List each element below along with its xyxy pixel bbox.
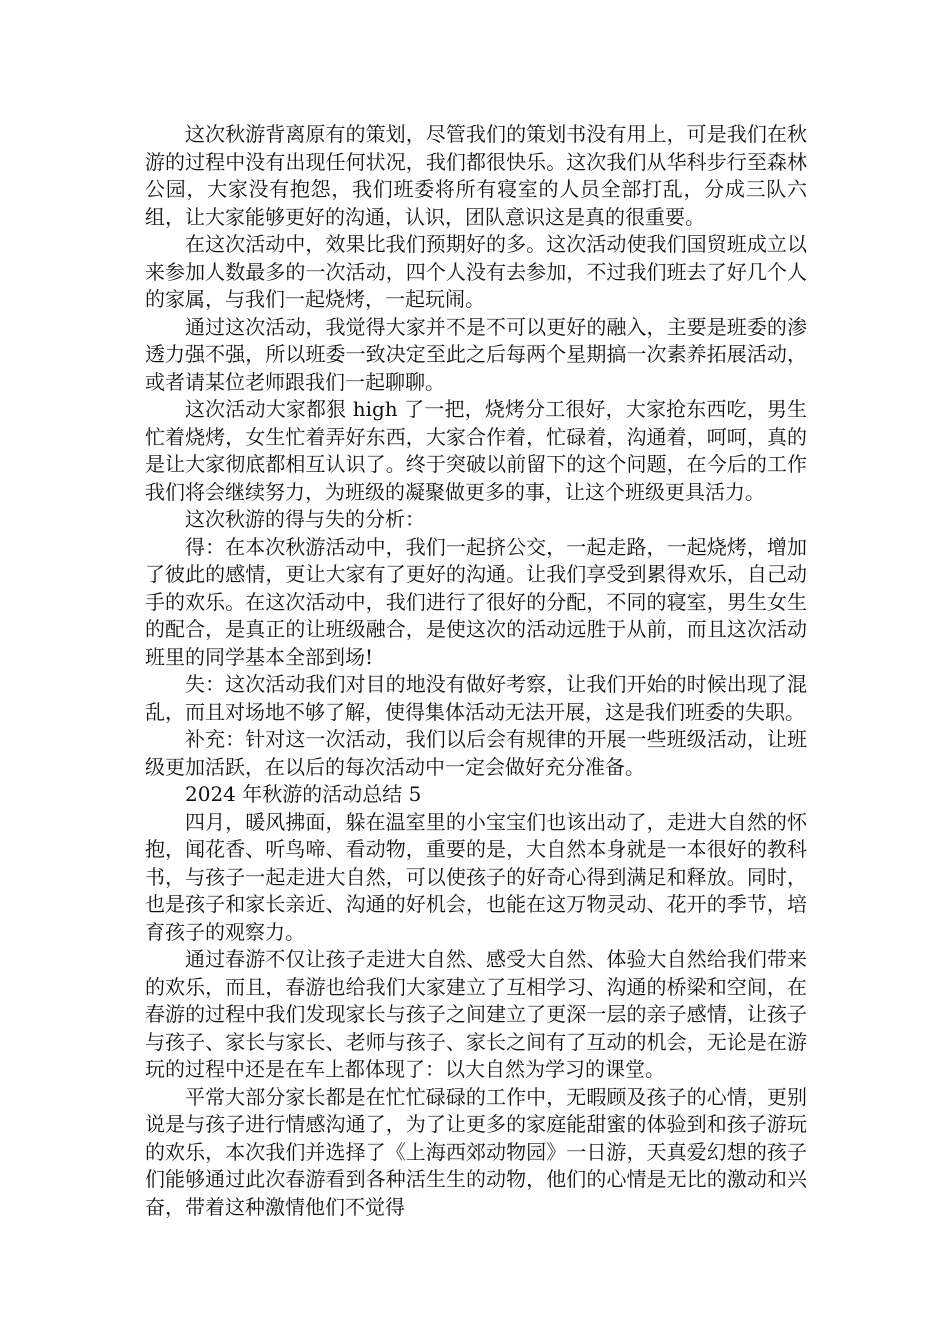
paragraph-gains: 得：在本次秋游活动中，我们一起挤公交，一起走路，一起烧烤，增加了彼此的感情，更让大家有了更好的沟通。让我们享受到累得欢乐，自己动手的欢乐。在这次活动中，我们进行了很好的分配，不同的寝室，男生女生的配合，是真正的让班级融合，是使这次的活动远胜于从前，而且这次活动班里的同学基本全部到场! xyxy=(145,534,807,669)
paragraph-intro: 这次秋游背离原有的策划，尽管我们的策划书没有用上，可是我们在秋游的过程中没有出现任何状况，我们都很快乐。这次我们从华科步行至森林公园，大家没有抱怨，我们班委将所有寝室的人员全部打乱，分成三队六组，让大家能够更好的沟通，认识，团队意识这是真的很重要。 xyxy=(145,122,807,229)
paragraph-reflection: 通过这次活动，我觉得大家并不是不可以更好的融入，主要是班委的渗透力强不强，所以班委一致决定至此之后每两个星期搞一次素养拓展活动，或者请某位老师跟我们一起聊聊。 xyxy=(145,314,807,394)
paragraph-supplement: 补充：针对这一次活动，我们以后会有规律的开展一些班级活动，让班级更加活跃，在以后的每次活动中一定会做好充分准备。 xyxy=(145,727,807,779)
paragraph-bbq: 这次活动大家都狠 high 了一把，烧烤分工很好，大家抢东西吃，男生忙着烧烤，女生忙着弄好东西，大家合作着，忙碌着，沟通着，呵呵，真的是让大家彻底都相互认识了。终于突破以前留下的这个问题，在今后的工作我们将会继续努力，为班级的凝聚做更多的事，让这个班级更具活力。 xyxy=(145,397,807,504)
paragraph-effect: 在这次活动中，效果比我们预期好的多。这次活动使我们国贸班成立以来参加人数最多的一次活动，四个人没有去参加，不过我们班去了好几个人的家属，与我们一起烧烤，一起玩闹。 xyxy=(145,232,807,311)
paragraph-april: 四月，暖风拂面，躲在温室里的小宝宝们也该出动了，走进大自然的怀抱，闻花香、听鸟啼、看动物，重要的是，大自然本身就是一本很好的教科书，与孩子一起走进大自然，可以使孩子的好奇心得到满足和释放。同时，也是孩子和家长亲近、沟通的好机会，也能在这万物灵动、花开的季节，培育孩子的观察力。 xyxy=(145,809,807,944)
document-body xyxy=(145,121,807,1221)
paragraph-zoo: 平常大部分家长都是在忙忙碌碌的工作中，无暇顾及孩子的心情，更别说是与孩子进行情感沟通了，为了让更多的家庭能甜蜜的体验到和孩子游玩的欢乐，本次我们并选择了《上海西郊动物园》一日游，天真爱幻想的孩子们能够通过此次春游看到各种活生生的动物，他们的心情是无比的激动和兴奋，带着这种激情他们不觉得 xyxy=(145,1084,807,1219)
paragraph-analysis-heading: 这次秋游的得与失的分析： xyxy=(185,507,425,531)
paragraph-spring-trip: 通过春游不仅让孩子走进大自然、感受大自然、体验大自然给我们带来的欢乐，而且，春游也给我们大家建立了互相学习、沟通的桥梁和空间，在春游的过程中我们发现家长与孩子之间建立了更深一层的亲子感情，让孩子与孩子、家长与家长、老师与孩子、家长之间有了互动的机会，无论是在游玩的过程中还是在车上都体现了：以大自然为学习的课堂。 xyxy=(145,947,807,1081)
paragraph-losses: 失：这次活动我们对目的地没有做好考察，让我们开始的时候出现了混乱，而且对场地不够了解，使得集体活动无法开展，这是我们班委的失职。 xyxy=(145,672,807,724)
section-heading: 2024 年秋游的活动总结 5 xyxy=(185,782,422,806)
